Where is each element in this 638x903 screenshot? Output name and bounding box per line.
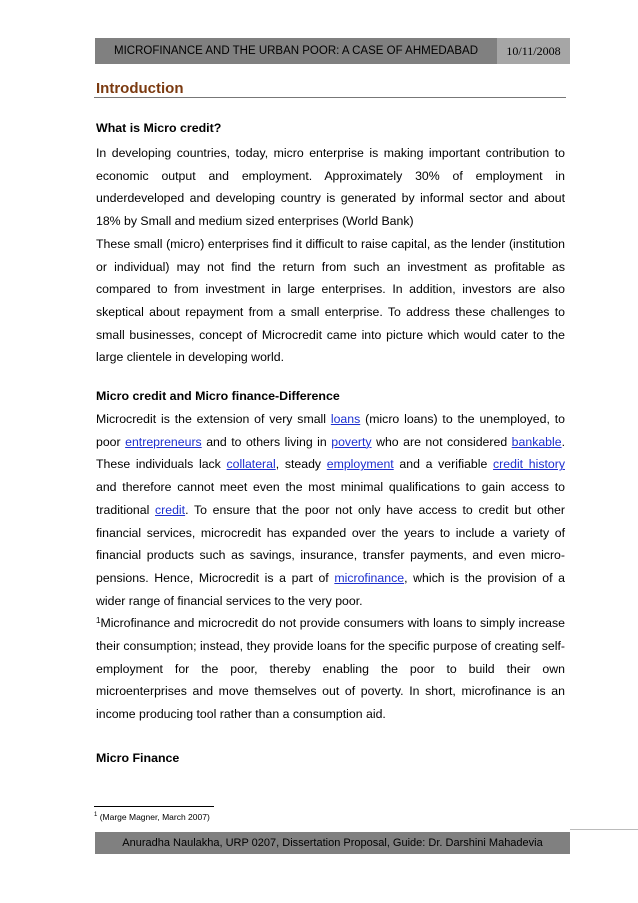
- link-credit-history[interactable]: credit history: [493, 457, 565, 472]
- running-header-date: 10/11/2008: [497, 38, 570, 64]
- link-loans[interactable]: loans: [330, 412, 361, 426]
- running-footer: Anuradha Naulakha, URP 0207, Dissertation Proposal, Guide: Dr. Darshini Mahadevia: [95, 832, 570, 854]
- heading-difference: Micro credit and Micro finance-Difference: [96, 389, 340, 403]
- paragraph: These small (micro) enterprises find it difficult to raise capital, as the lender (institution or individual) may not find the return from such an investment as profitable as compared to from investment in large enterprises. In addition, investors are also skeptical about repayment from a small enterprise. To address these challenges to small businesses, concept of Microcredit came into picture which would cater to the large clientele in developing world.: [96, 236, 565, 365]
- link-entrepreneurs[interactable]: entrepreneurs: [125, 434, 202, 449]
- running-header-title: MICROFINANCE AND THE URBAN POOR: A CASE OF AHMEDABAD: [95, 38, 497, 64]
- footer-rule: [570, 829, 638, 830]
- footnote-separator: [94, 806, 214, 807]
- heading-what-is-micro-credit: What is Micro credit?: [96, 121, 222, 135]
- footnote-reference[interactable]: 1: [96, 616, 101, 626]
- section-what-is-micro-credit: [96, 142, 565, 369]
- link-employment[interactable]: employment: [326, 457, 394, 472]
- paragraph: In developing countries, today, micro enterprise is making important contribution to economic output and employment. Approximately 30% of employment in underdeveloped and developing country is generated by informal sector and about 18% by Small and medium sized enterprises (World Bank): [96, 146, 565, 229]
- link-credit[interactable]: credit: [155, 502, 186, 517]
- paragraph: Microcredit is the extension of very small loans (micro loans) to the unemployed, to poor entrepreneurs and to others living in poverty who are not considered bankable. These individuals lack collateral, steady employment and a verifiable credit history and therefore cannot meet even the most minimal qualifications to gain access to traditional credit. To ensure that the poor not only have access to credit but other financial services, microcredit has expanded over the years to include a variety of financial products such as savings, insurance, transfer payments, and even micro-pensions. Hence, Microcredit is a part of microfinance, which is the provision of a wider range of financial services to the very poor.: [96, 412, 566, 608]
- link-bankable[interactable]: bankable: [511, 434, 562, 449]
- link-microfinance[interactable]: microfinance: [334, 570, 405, 585]
- section-title: Introduction: [96, 80, 184, 97]
- section-difference: [96, 408, 565, 726]
- link-collateral[interactable]: collateral: [226, 457, 276, 472]
- title-underline: [94, 97, 566, 98]
- footnote: $^1$ (Marge Magner, March 2007): [94, 812, 210, 822]
- heading-micro-finance: Micro Finance: [96, 751, 180, 765]
- paragraph: $^1$Microfinance and microcredit do not provide consumers with loans to simply increase their consumption; instead, they provide loans for the specific purpose of creating self-employment for the poor, thereby enabling the poor to build their own microenterprises and move themselves out of poverty. In short, microfinance is an income producing tool rather than a consumption aid.: [96, 616, 565, 722]
- link-poverty[interactable]: poverty: [331, 434, 372, 449]
